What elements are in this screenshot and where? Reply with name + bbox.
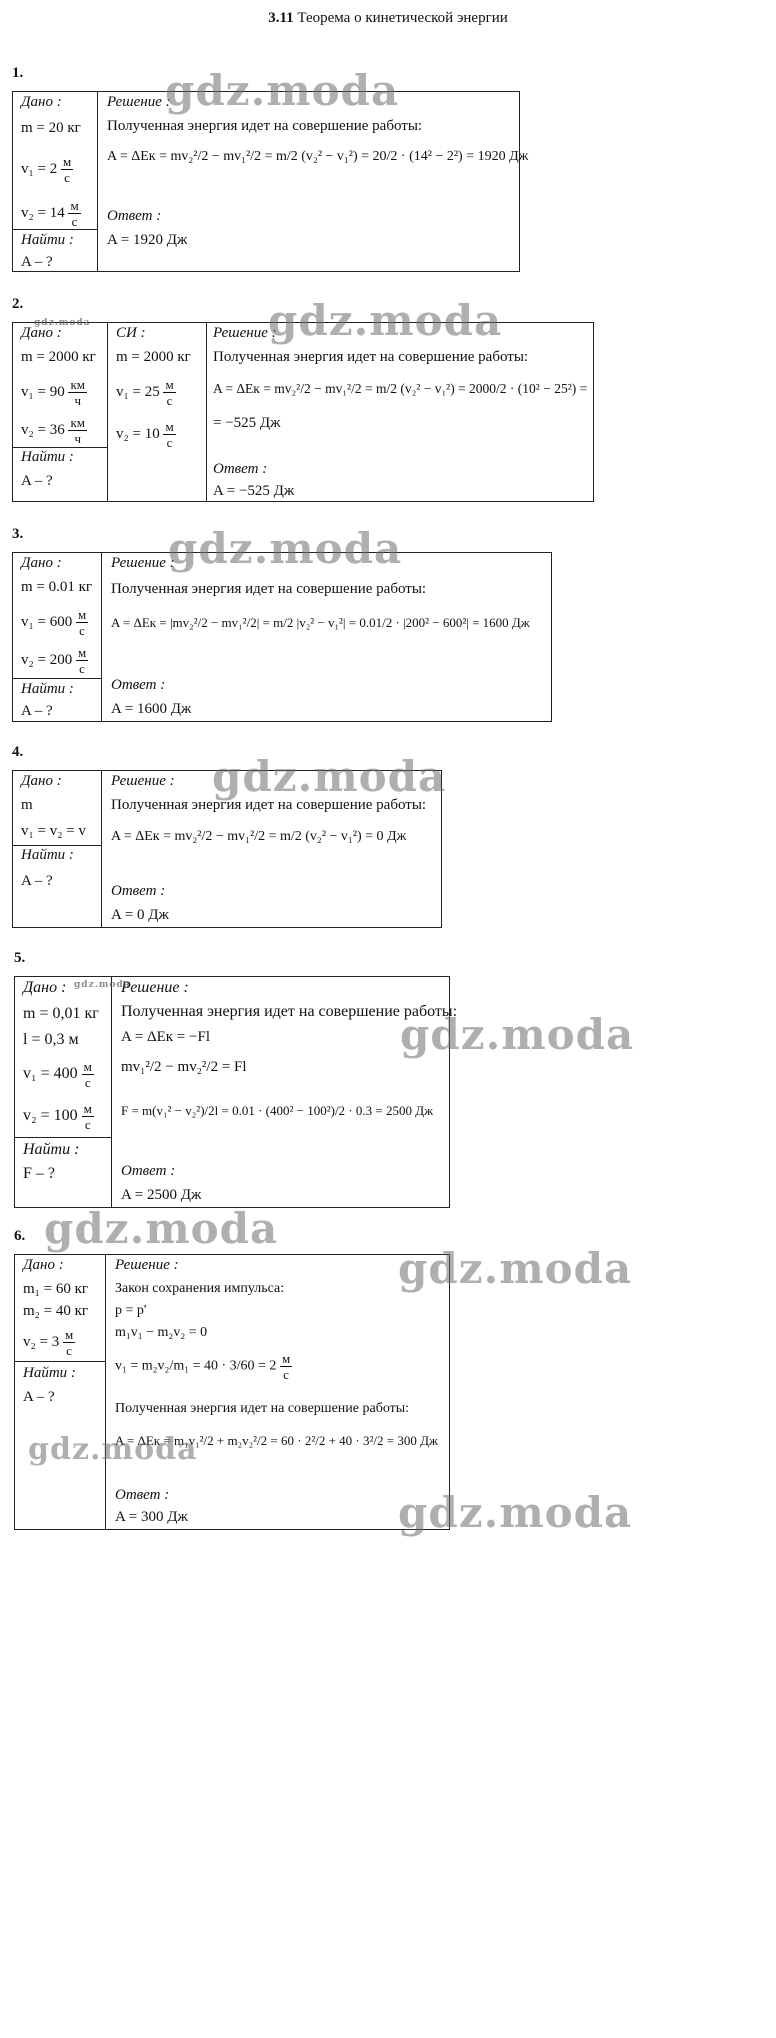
watermark: gdz.moda (398, 1244, 633, 1293)
watermark: gdz.moda (28, 1432, 198, 1467)
formula: A = ΔEк = mv₂²/2 − mv₁²/2 = m/2 (v₂² − v₁²) = 20/2 · (14² − 2²) = 1920 Дж (107, 149, 529, 164)
problem-number: 3. (12, 526, 24, 542)
watermark: gdz.moda (44, 1204, 279, 1253)
problem-2-box: Дано : m = 2000 кг v₁ = 90 $\frac{км}{ч}$ v₂ = 36 $\frac{км}{ч}$ Найти : A – ? СИ : m = 2000 кг v₁ = 25 $\frac{м}{с}$ v₂ = 10 $\frac{м}{с}$ Решение : Полученная энергия идет на совершение работы: A = ΔEк = mv₂²/2 − mv₁²/2 = m/2 (v₂² − v₁²) = 2000/2 · (10² − 25²) = = −525 Дж Ответ : A = −525 Дж (12, 322, 594, 502)
formula: A = ΔEк = m₁v₁²/2 + m₂v₂²/2 = 60 · 2²/2 + 40 · 3²/2 = 300 Дж (115, 1433, 438, 1448)
problem-number: 4. (12, 744, 24, 760)
formula: F = m(v₁² − v₂²)/2l = 0.01 · (400² − 100²)/2 · 0.3 = 2500 Дж (121, 1103, 434, 1118)
formula: A = ΔEк = mv₂²/2 − mv₁²/2 = m/2 (v₂² − v₁²) = 0 Дж (111, 829, 407, 844)
watermark: gdz.moda (165, 66, 400, 115)
problem-number: 1. (12, 65, 24, 81)
watermark: gdz.moda (400, 1010, 635, 1059)
watermark: gdz.moda (212, 752, 447, 801)
formula: A = ΔEк = mv₂²/2 − mv₁²/2 = m/2 (v₂² − v₁²) = 2000/2 · (10² − 25²) = (213, 381, 588, 396)
problem-number: 5. (14, 950, 26, 966)
page-title: 3.11 Теорема о кинетической энергии (268, 10, 508, 26)
watermark-small: gdz.moda (74, 980, 131, 990)
watermark: gdz.moda (268, 296, 503, 345)
watermark: gdz.moda (398, 1488, 633, 1537)
watermark-small: gdz.moda (34, 318, 91, 328)
problem-number: 6. (14, 1228, 26, 1244)
formula: A = ΔEк = |mv₂²/2 − mv₁²/2| = m/2 |v₂² − v₁²| = 0.01/2 · |200² − 600²| = 1600 Дж (111, 615, 530, 630)
problem-3-box: Дано : m = 0.01 кг v₁ = 600 $\frac{м}{с}$ v₂ = 200 $\frac{м}{с}$ Найти : A – ? Решение : Полученная энергия идет на совершение работы: A = ΔEк = |mv₂²/2 − mv₁²/2| = m/2 |v₂² − v₁²| = 0.01/2 · |200² − 600²| = 1600 Дж Ответ : A = 1600 Дж (12, 552, 552, 722)
problem-4-box: Дано : m v₁ = v₂ = v Найти : A – ? Решение : Полученная энергия идет на совершение работы: A = ΔEк = mv₂²/2 − mv₁²/2 = m/2 (v₂² − v₁²) = 0 Дж Ответ : A = 0 Дж (12, 770, 442, 928)
problem-1-box: Дано : m = 20 кг v₁ = 2 $\frac{м}{с}$ v₂ = 14 $\frac{м}{с}$ Найти : A – ? Решение : Полученная энергия идет на совершение работы: A = ΔEк = mv₂²/2 − mv₁²/2 = m/2 (v₂² − v₁²) = 20/2 · (14² − 2²) = 1920 Дж Ответ : A = 1920 Дж (12, 91, 520, 272)
problem-number: 2. (12, 296, 24, 312)
problem-6-box: Дано : m₁ = 60 кг m₂ = 40 кг v₂ = 3 $\frac{м}{с}$ Найти : A – ? Решение : Закон сохранения импульса: p = p' m₁v₁ − m₂v₂ = 0 v₁ = m₂v₂/m₁ = 40 · 3/60 = 2 $\frac{м}{с}$ Полученная энергия идет на совершение работы: A = ΔEк = m₁v₁²/2 + m₂v₂²/2 = 60 · 2²/2 + 40 · 3²/2 = 300 Дж Ответ : A = 300 Дж (14, 1254, 450, 1530)
problem-5-box: Дано : m = 0,01 кг l = 0,3 м v₁ = 400 $\frac{м}{с}$ v₂ = 100 $\frac{м}{с}$ Найти : F – ? Решение : Полученная энергия идет на совершение работы: A = ΔEк = −Fl mv₁²/2 − mv₂²/2 = Fl F = m(v₁² − v₂²)/2l = 0.01 · (400² − 100²)/2 · 0.3 = 2500 Дж Ответ : A = 2500 Дж (14, 976, 450, 1208)
watermark: gdz.moda (168, 524, 403, 573)
